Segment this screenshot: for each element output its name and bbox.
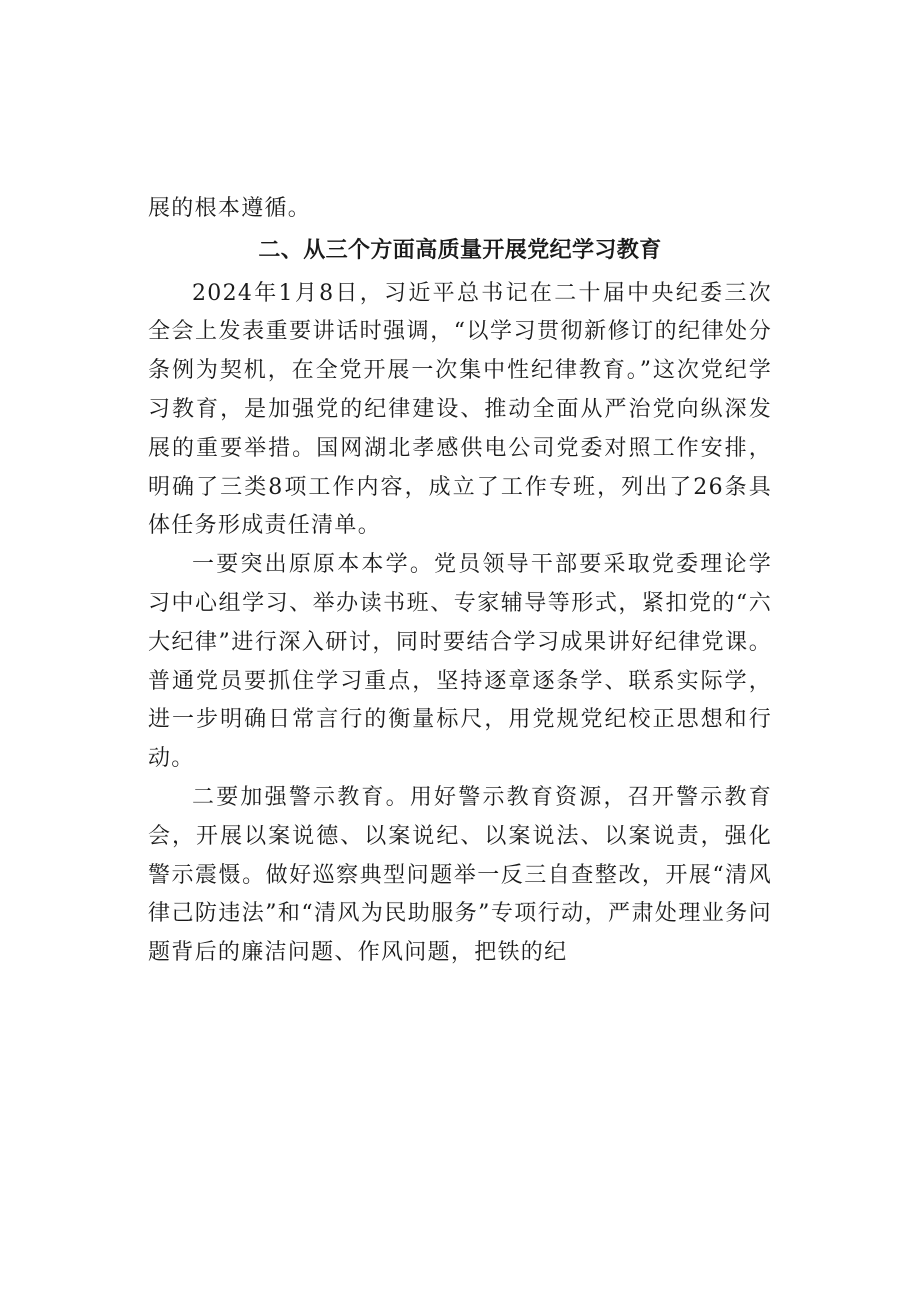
paragraph-intro: 2024年1月8日，习近平总书记在二十届中央纪委三次全会上发表重要讲话时强调，“以学习贯彻新修订的纪律处分条例为契机，在全党开展一次集中性纪律教育。”这次党纪学习教育，是加强党的纪律建设、推动全面从严治党向纵深发展的重要举措。国网湖北孝感供电公司党委对照工作安排，明确了三类8项工作内容，成立了工作专班，列出了26条具体任务形成责任清单。 — [148, 280, 772, 539]
paragraph-point-one: 一要突出原原本本学。党员领导干部要采取党委理论学习中心组学习、举办读书班、专家辅导等形式，紧扣党的“六大纪律”进行深入研讨，同时要结合学习成果讲好纪律党课。普通党员要抓住学习重点，坚持逐章逐条学、联系实际学，进一步明确日常言行的衡量标尺，用党规党纪校正思想和行动。 — [148, 552, 772, 772]
paragraph-point-two: 二要加强警示教育。用好警示教育资源，召开警示教育会，开展以案说德、以案说纪、以案说法、以案说责，强化警示震慑。做好巡察典型问题举一反三自查整改，开展“清风律己防违法”和“清风为民助服务”专项行动，严肃处理业务问题背后的廉洁问题、作风问题，把铁的纪 — [148, 784, 772, 966]
document-body — [148, 190, 772, 973]
section-heading: 二、从三个方面高质量开展党纪学习教育 — [258, 237, 662, 263]
continuation-line: 展的根本遵循。 — [148, 196, 312, 221]
